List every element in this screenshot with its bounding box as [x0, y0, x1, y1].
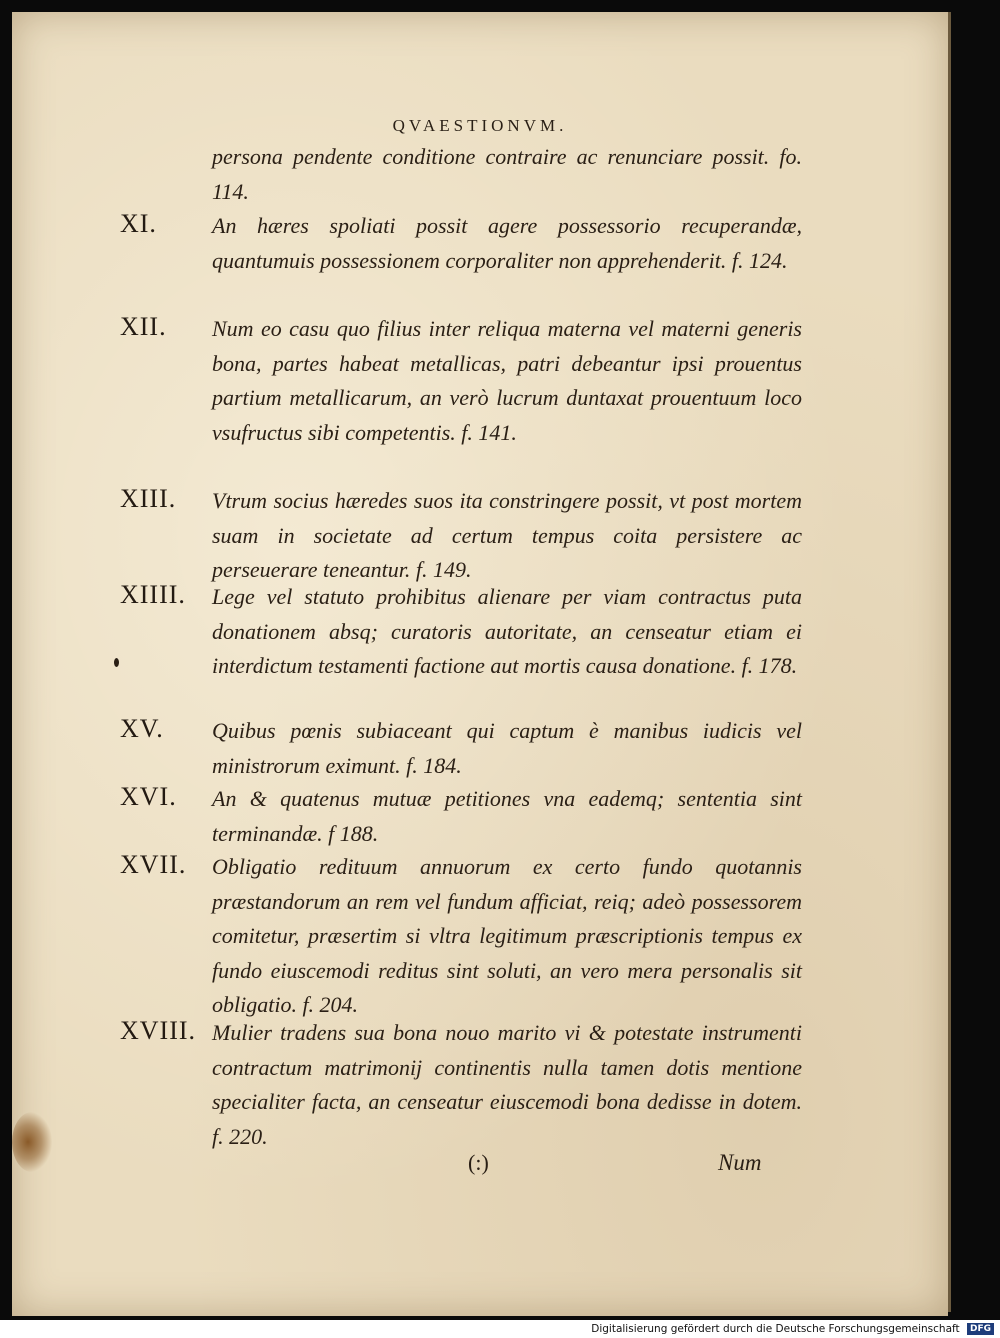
entry-numeral: XVI. [120, 782, 177, 811]
entry-text: Mulier tradens sua bona nouo marito vi & potestate instrumenti contractum matrimonij continentis nulla tamen dotis mentione specialiter facta, an censeatur eiuscemodi bona dedisse in dotem. f. 220. [212, 1020, 802, 1149]
running-head: QVAESTIONVM. [392, 116, 568, 135]
book-page [12, 12, 948, 1316]
entry-numeral: XV. [120, 714, 164, 743]
credit-text: Digitalisierung gefördert durch die Deutsche Forschungsgemeinschaft [591, 1323, 960, 1335]
entry-text: An & quatenus mutuæ petitiones vna eademq; sententia sint terminandæ. f 188. [212, 786, 802, 846]
signature-mark: (:) [468, 1150, 489, 1175]
page-stain [12, 1112, 52, 1172]
dfg-logo: DFG [967, 1323, 994, 1335]
entry-numeral: XIII. [120, 484, 177, 513]
entry-numeral: XVII. [120, 850, 187, 879]
entry-numeral: XI. [120, 209, 157, 238]
digitization-credit [591, 1323, 994, 1335]
entry-text: persona pendente conditione contraire ac renunciare possit. fo. 114. [212, 144, 802, 204]
entry-text: Quibus pœnis subiaceant qui captum è manibus iudicis vel ministrorum eximunt. f. 184. [212, 718, 802, 778]
entry-numeral: XII. [120, 312, 167, 341]
entry-text: An hæres spoliati possit agere possessorio recuperandæ, quantumuis possessionem corporaliter non apprehenderit. f. 124. [212, 213, 802, 273]
entry-numeral: XVIII. [120, 1016, 197, 1045]
catchword: Num [718, 1150, 762, 1175]
entry-text: Vtrum socius hæredes suos ita constringere possit, vt post mortem suam in societate ad certum tempus coita persistere ac perseuerare teneantur. f. 149. [212, 488, 802, 582]
entry-text: Lege vel statuto prohibitus alienare per viam contractus puta donationem absq; curatoris autoritate, an censeatur etiam ei interdictum testamenti factione aut mortis causa donatione. f. 178. [212, 584, 802, 678]
entry-numeral: XIIII. [120, 580, 186, 609]
entry-text: Num eo casu quo filius inter reliqua materna vel materni generis bona, partes habeat metallicas, patri debeantur ipsi prouentus partium metallicarum, an verò lucrum duntaxat prouentuum loco vsufructus sibi competentis. f. 141. [212, 316, 802, 445]
entry-text: Obligatio redituum annuorum ex certo fundo quotannis præstandorum an rem vel fundum afficiat, reiq; adeò possessorem comitetur, præsertim si vltra legitimum præscriptionis tempus ex fundo eiuscemodi reditus sint soluti, an vero mera personalis sit obligatio. f. 204. [212, 854, 802, 1017]
ink-mark [114, 658, 119, 667]
page-edge [948, 12, 951, 1312]
